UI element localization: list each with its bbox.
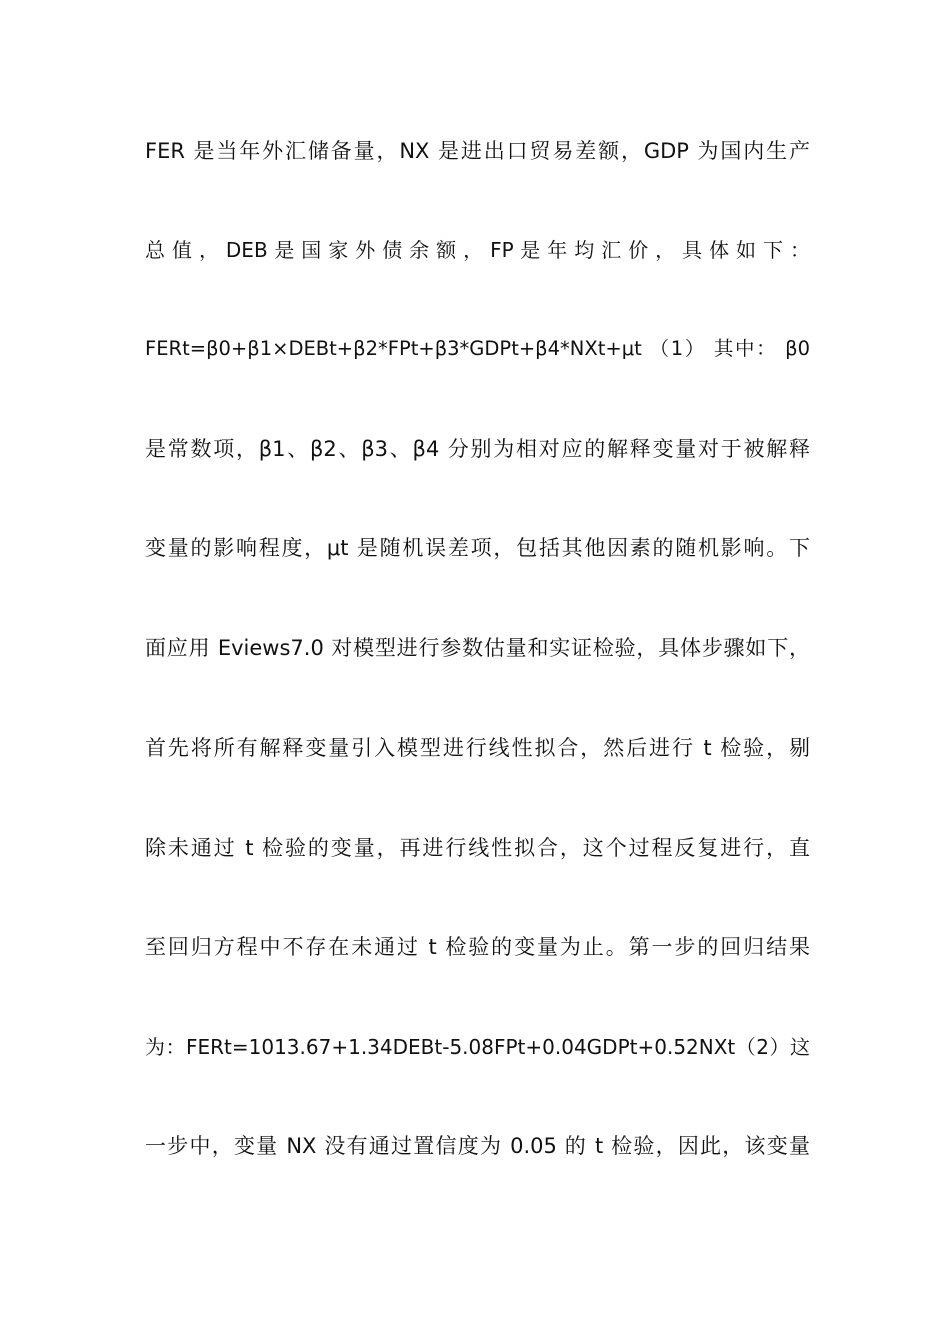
- paragraph-line-8: 除未通过 t 检验的变量，再进行线性拟合，这个过程反复进行，直: [145, 836, 810, 860]
- paragraph-line-1: FER 是当年外汇储备量，NX 是进出口贸易差额，GDP 为国内生产: [145, 139, 810, 163]
- paragraph-line-3: FERt=β0+β1×DEBt+β2*FPt+β3*GDPt+β4*NXt+μt （1） 其中： β0: [145, 337, 810, 360]
- paragraph-line-11: 一步中，变量 NX 没有通过置信度为 0.05 的 t 检验，因此，该变量: [145, 1134, 810, 1158]
- paragraph-line-2: 总 值 ， DEB 是 国 家 外 债 余 额 ， FP 是 年 均 汇 价 ， 具 体 如 下 ：: [145, 238, 810, 262]
- paragraph-line-6: 面应用 Eviews7.0 对模型进行参数估量和实证检验，具体步骤如下，: [145, 636, 810, 660]
- paragraph-line-10: 为：FERt=1013.67+1.34DEBt-5.08FPt+0.04GDPt+0.52NXt（2）这: [145, 1035, 810, 1059]
- paragraph-line-5: 变量的影响程度，μt 是随机误差项，包括其他因素的随机影响。下: [145, 536, 810, 560]
- paragraph-line-7: 首先将所有解释变量引入模型进行线性拟合，然后进行 t 检验，剔: [145, 736, 810, 760]
- paragraph-line-9: 至回归方程中不存在未通过 t 检验的变量为止。第一步的回归结果: [145, 935, 810, 959]
- paragraph-line-4: 是常数项，β1、β2、β3、β4 分别为相对应的解释变量对于被解释: [145, 437, 810, 461]
